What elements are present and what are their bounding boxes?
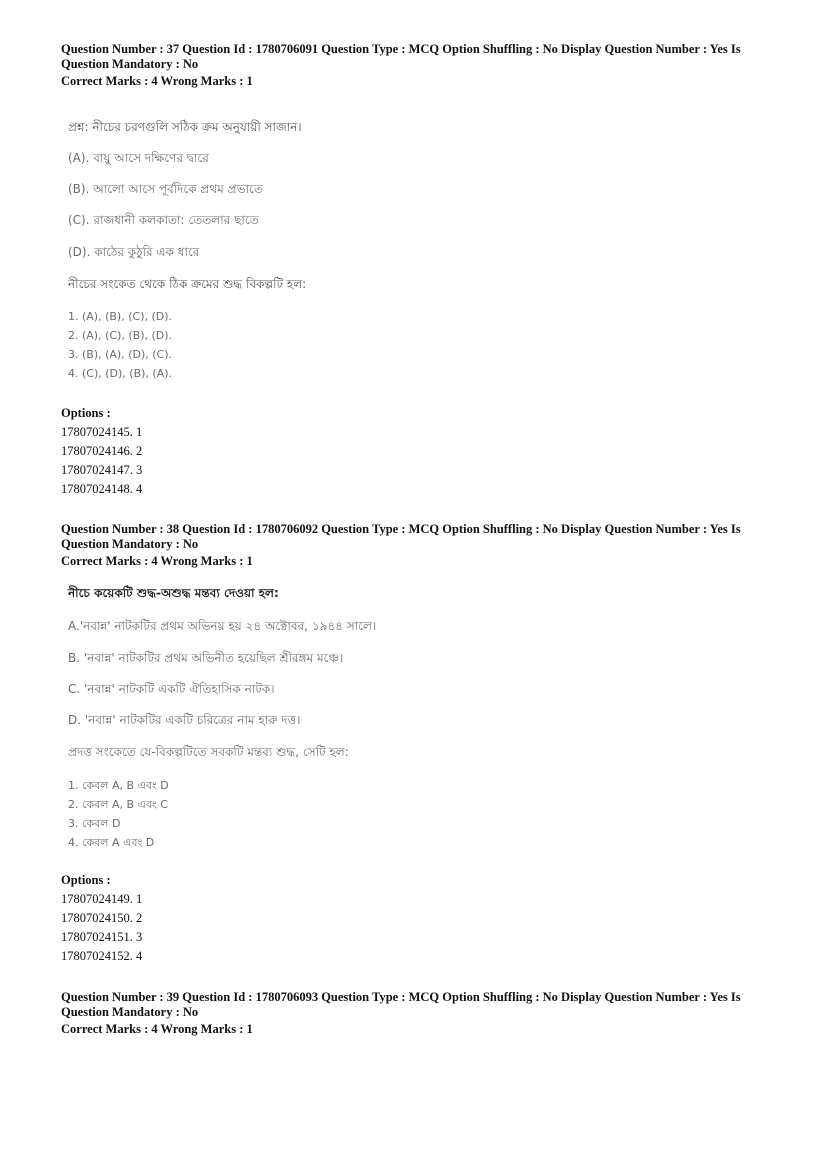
question-37-options <box>61 404 142 499</box>
choice-item: 2. (A), (C), (B), (D). <box>68 329 173 342</box>
question-mandatory-line: Question Mandatory : No <box>61 1005 199 1019</box>
statement-item: (A). বায়ু আসে দক্ষিণের দ্বারে <box>68 151 209 165</box>
choice-item: 4. কেবল A এবং D <box>68 836 155 849</box>
option-row: 17807024148. 4 <box>61 482 143 496</box>
statement-item: (B). আলো আসে পূর্বদিকে প্রথম প্রভাতে <box>68 182 263 196</box>
question-instruction: প্রদত্ত সংকেতে যে-বিকল্পটিতে সবকটি মন্তব্য শুদ্ধ, সেটি হল: <box>68 745 349 759</box>
choice-item: 3. কেবল D <box>68 817 121 830</box>
question-stem: প্রশ্ন: নীচের চরণগুলি সঠিক ক্রম অনুযায়ী সাজান। <box>68 120 302 134</box>
question-37-header <box>61 42 761 89</box>
question-meta-line: Question Number : 39 Question Id : 1780706093 Question Type : MCQ Option Shuffling : No Display Question Number : Yes Is <box>61 990 741 1004</box>
statement-item: (D). কাঠের কুঠুরি এক ধারে <box>68 245 200 259</box>
marks-line: Correct Marks : 4 Wrong Marks : 1 <box>61 74 253 88</box>
option-row: 17807024150. 2 <box>61 911 143 925</box>
option-row: 17807024147. 3 <box>61 463 143 477</box>
question-39-header <box>61 990 761 1037</box>
question-mandatory-line: Question Mandatory : No <box>61 537 199 551</box>
choice-item: 1. (A), (B), (C), (D). <box>68 310 173 323</box>
options-label: Options : <box>61 873 111 887</box>
question-38-options <box>61 871 142 966</box>
statement-item: C. 'নবান্ন' নাটকটি একটি ঐতিহাসিক নাটক। <box>68 682 275 696</box>
choice-item: 4. (C), (D), (B), (A). <box>68 367 173 380</box>
question-stem: নীচে কয়েকটি শুদ্ধ-অশুদ্ধ মন্তব্য দেওয়া হল: <box>68 586 279 600</box>
option-row: 17807024152. 4 <box>61 949 143 963</box>
statement-item: (C). রাজধানী কলকাতা: তেতলার ছাতে <box>68 213 259 227</box>
question-meta-line: Question Number : 38 Question Id : 1780706092 Question Type : MCQ Option Shuffling : No Display Question Number : Yes Is <box>61 522 741 536</box>
question-38-header <box>61 522 761 569</box>
option-row: 17807024146. 2 <box>61 444 143 458</box>
question-instruction: নীচের সংকেত থেকে ঠিক ক্রমের শুদ্ধ বিকল্পটি হল: <box>68 277 307 291</box>
option-row: 17807024151. 3 <box>61 930 143 944</box>
options-label: Options : <box>61 406 111 420</box>
option-row: 17807024149. 1 <box>61 892 143 906</box>
marks-line: Correct Marks : 4 Wrong Marks : 1 <box>61 554 253 568</box>
marks-line: Correct Marks : 4 Wrong Marks : 1 <box>61 1022 253 1036</box>
question-meta-line: Question Number : 37 Question Id : 1780706091 Question Type : MCQ Option Shuffling : No Display Question Number : Yes Is <box>61 42 741 56</box>
statement-item: D. 'নবান্ন' নাটকটির একটি চরিত্রের নাম হারু দত্ত। <box>68 713 301 727</box>
choice-item: 3. (B), (A), (D), (C). <box>68 348 173 361</box>
statement-item: A.'নবান্ন' নাটকটির প্রথম অভিনয় হয় ২৪ অক্টোবর, ১৯৪৪ সালে। <box>68 619 377 633</box>
statement-item: B. 'নবান্ন' নাটকটির প্রথম অভিনীত হয়েছিল শ্রীরঙ্গম মঞ্চে। <box>68 651 344 665</box>
option-row: 17807024145. 1 <box>61 425 143 439</box>
choice-item: 2. কেবল A, B এবং C <box>68 798 168 811</box>
choice-item: 1. কেবল A, B এবং D <box>68 779 169 792</box>
question-mandatory-line: Question Mandatory : No <box>61 57 199 71</box>
